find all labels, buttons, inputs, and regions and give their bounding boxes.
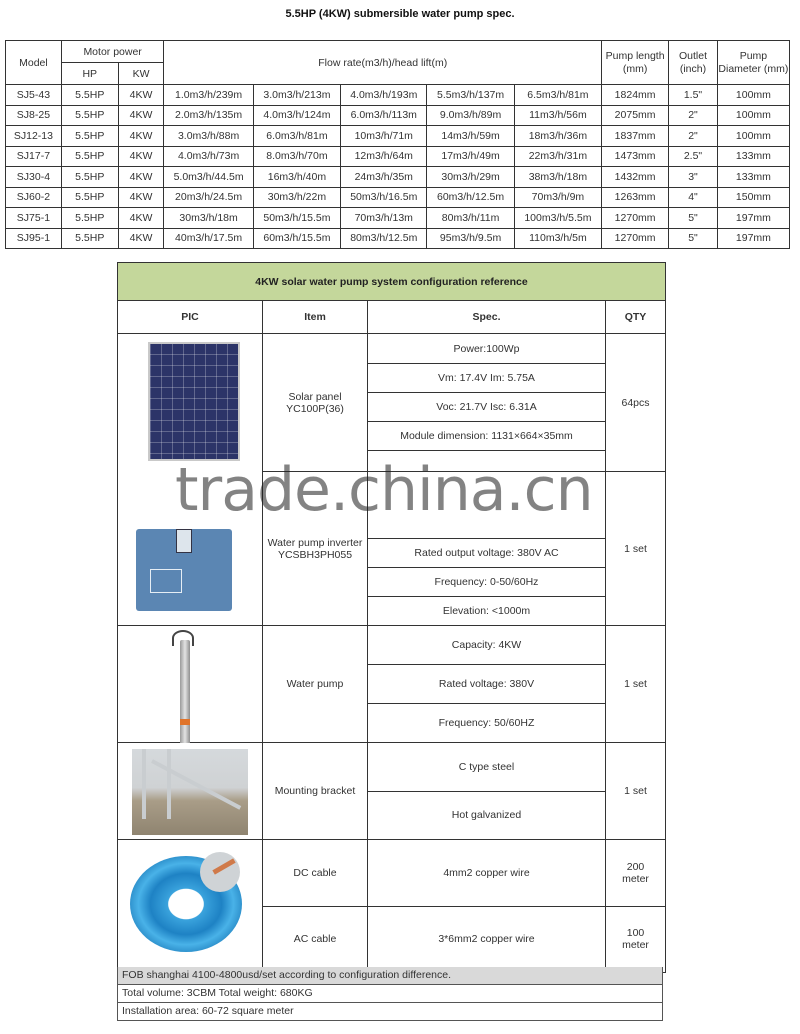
table-row: [6, 146, 790, 167]
cell-length: 1824mm: [602, 85, 669, 106]
cell-f5: 6.5m3/h/81m: [514, 85, 601, 106]
item-inverter: Water pump inverter YCSBH3PH055: [263, 472, 368, 626]
cell-hp: 5.5HP: [61, 208, 118, 229]
spec-cell: Frequency: 0-50/60Hz: [368, 568, 606, 597]
cell-length: 1270mm: [602, 208, 669, 229]
cell-f4: 80m3/h/11m: [427, 208, 514, 229]
cell-kw: 4KW: [118, 105, 164, 126]
cell-f1: 2.0m3/h/135m: [164, 105, 253, 126]
table-row: [6, 167, 790, 188]
qty-ac-cable: 100 meter: [606, 906, 666, 973]
cell-diameter: 197mm: [717, 228, 789, 249]
cell-hp: 5.5HP: [61, 228, 118, 249]
cell-f1: 20m3/h/24.5m: [164, 187, 253, 208]
cell-outlet: 2": [669, 126, 718, 147]
header-pump-length: Pump length (mm): [602, 41, 669, 85]
config-table: [117, 262, 666, 973]
table-row: [6, 208, 790, 229]
spec-cell: Vm: 17.4V Im: 5.75A: [368, 364, 606, 393]
cell-length: 1263mm: [602, 187, 669, 208]
cell-f3: 6.0m3/h/113m: [341, 105, 427, 126]
header-model: Model: [6, 41, 62, 85]
cell-f2: 16m3/h/40m: [253, 167, 340, 188]
cell-model: SJ8-25: [6, 105, 62, 126]
footer-price: FOB shanghai 4100-4800usd/set according to configuration difference.: [117, 967, 663, 985]
cell-f5: 70m3/h/9m: [514, 187, 601, 208]
header-flow-rate: Flow rate(m3/h)/head lift(m): [164, 41, 602, 85]
cell-model: SJ75-1: [6, 208, 62, 229]
cell-model: SJ30-4: [6, 167, 62, 188]
cell-f1: 1.0m3/h/239m: [164, 85, 253, 106]
cell-f4: 17m3/h/49m: [427, 146, 514, 167]
inverter-image-icon: [136, 529, 232, 611]
cell-model: SJ5-43: [6, 85, 62, 106]
cell-f1: 4.0m3/h/73m: [164, 146, 253, 167]
pump-picture: [118, 626, 263, 743]
config-table-title: 4KW solar water pump system configuration reference: [118, 263, 666, 301]
mounting-bracket-image-icon: [132, 749, 248, 835]
cell-outlet: 1.5": [669, 85, 718, 106]
cell-kw: 4KW: [118, 228, 164, 249]
spec-cell: Elevation: <1000m: [368, 597, 606, 626]
cell-f4: 9.0m3/h/89m: [427, 105, 514, 126]
cell-f3: 50m3/h/16.5m: [341, 187, 427, 208]
spec-cell: Hot galvanized: [368, 791, 606, 840]
header-outlet: Outlet (inch): [669, 41, 718, 85]
submersible-pump-image-icon: [180, 640, 190, 745]
spec-cell: Rated output voltage: 380V AC: [368, 539, 606, 568]
cell-f4: 30m3/h/29m: [427, 167, 514, 188]
item-water-pump: Water pump: [263, 626, 368, 743]
cell-hp: 5.5HP: [61, 105, 118, 126]
cell-f4: 14m3/h/59m: [427, 126, 514, 147]
cell-length: 2075mm: [602, 105, 669, 126]
spec-cell: C type steel: [368, 743, 606, 792]
cable-coil-image-icon: [130, 856, 242, 952]
header-spec: Spec.: [368, 301, 606, 334]
header-qty: QTY: [606, 301, 666, 334]
cell-kw: 4KW: [118, 146, 164, 167]
qty-inverter: 1 set: [606, 472, 666, 626]
cell-f1: 30m3/h/18m: [164, 208, 253, 229]
cell-kw: 4KW: [118, 208, 164, 229]
cell-f5: 11m3/h/56m: [514, 105, 601, 126]
spec-cell: 4mm2 copper wire: [368, 840, 606, 907]
cell-f4: 95m3/h/9.5m: [427, 228, 514, 249]
cell-f3: 80m3/h/12.5m: [341, 228, 427, 249]
cell-hp: 5.5HP: [61, 126, 118, 147]
pump-spec-table: [5, 40, 790, 249]
table-row: [6, 85, 790, 106]
cell-diameter: 197mm: [717, 208, 789, 229]
header-kw: KW: [118, 63, 164, 85]
header-pump-diameter: Pump Diameter (mm): [717, 41, 789, 85]
cell-f2: 3.0m3/h/213m: [253, 85, 340, 106]
spec-cell: Voc: 21.7V Isc: 6.31A: [368, 393, 606, 422]
cell-outlet: 5": [669, 208, 718, 229]
footer-installation-area: Installation area: 60-72 square meter: [117, 1003, 663, 1021]
table-row: [6, 105, 790, 126]
cell-hp: 5.5HP: [61, 146, 118, 167]
spec-cell: [368, 472, 606, 539]
spec-cell: Power:100Wp: [368, 334, 606, 364]
cell-diameter: 150mm: [717, 187, 789, 208]
cell-f3: 70m3/h/13m: [341, 208, 427, 229]
cell-f3: 10m3/h/71m: [341, 126, 427, 147]
cell-f5: 100m3/h/5.5m: [514, 208, 601, 229]
cell-f5: 110m3/h/5m: [514, 228, 601, 249]
spec-cell: Rated voltage: 380V: [368, 665, 606, 704]
qty-dc-cable: 200 meter: [606, 840, 666, 907]
header-motor-power: Motor power: [61, 41, 164, 63]
cell-diameter: 133mm: [717, 167, 789, 188]
cell-hp: 5.5HP: [61, 167, 118, 188]
cell-length: 1270mm: [602, 228, 669, 249]
cell-outlet: 2": [669, 105, 718, 126]
cell-length: 1837mm: [602, 126, 669, 147]
cell-f2: 6.0m3/h/81m: [253, 126, 340, 147]
cell-f3: 4.0m3/h/193m: [341, 85, 427, 106]
footer-volume-weight: Total volume: 3CBM Total weight: 680KG: [117, 985, 663, 1003]
spec-cell: Frequency: 50/60HZ: [368, 704, 606, 743]
cell-f1: 5.0m3/h/44.5m: [164, 167, 253, 188]
solar-inverter-picture: [118, 334, 263, 626]
table-row: [6, 187, 790, 208]
cell-f2: 50m3/h/15.5m: [253, 208, 340, 229]
cell-model: SJ12-13: [6, 126, 62, 147]
solar-panel-image-icon: [148, 342, 240, 461]
spec-cell: Capacity: 4KW: [368, 626, 606, 665]
cell-diameter: 100mm: [717, 105, 789, 126]
cell-f2: 60m3/h/15.5m: [253, 228, 340, 249]
cell-kw: 4KW: [118, 126, 164, 147]
cell-f4: 60m3/h/12.5m: [427, 187, 514, 208]
cell-f5: 18m3/h/36m: [514, 126, 601, 147]
cell-outlet: 3": [669, 167, 718, 188]
bracket-picture: [118, 743, 263, 840]
item-mounting-bracket: Mounting bracket: [263, 743, 368, 840]
qty-water-pump: 1 set: [606, 626, 666, 743]
cell-model: SJ17-7: [6, 146, 62, 167]
watermark-text: trade.china.cn: [175, 455, 593, 525]
spec-cell: [368, 451, 606, 472]
cell-kw: 4KW: [118, 85, 164, 106]
cell-diameter: 133mm: [717, 146, 789, 167]
cell-outlet: 2.5": [669, 146, 718, 167]
cell-f3: 24m3/h/35m: [341, 167, 427, 188]
cell-hp: 5.5HP: [61, 85, 118, 106]
spec-cell: Module dimension: 1131×664×35mm: [368, 422, 606, 451]
cell-f3: 12m3/h/64m: [341, 146, 427, 167]
header-item: Item: [263, 301, 368, 334]
item-ac-cable: AC cable: [263, 906, 368, 973]
cell-f2: 8.0m3/h/70m: [253, 146, 340, 167]
cell-hp: 5.5HP: [61, 187, 118, 208]
qty-mounting-bracket: 1 set: [606, 743, 666, 840]
table-row: [6, 126, 790, 147]
cell-f5: 22m3/h/31m: [514, 146, 601, 167]
cell-model: SJ60-2: [6, 187, 62, 208]
cell-model: SJ95-1: [6, 228, 62, 249]
spec-cell: 3*6mm2 copper wire: [368, 906, 606, 973]
item-dc-cable: DC cable: [263, 840, 368, 907]
cell-diameter: 100mm: [717, 85, 789, 106]
item-solar-panel: Solar panel YC100P(36): [263, 334, 368, 472]
cell-outlet: 4": [669, 187, 718, 208]
cell-f2: 4.0m3/h/124m: [253, 105, 340, 126]
cell-f5: 38m3/h/18m: [514, 167, 601, 188]
spec-table-title: 5.5HP (4KW) submersible water pump spec.: [285, 8, 515, 20]
cell-kw: 4KW: [118, 167, 164, 188]
header-pic: PIC: [118, 301, 263, 334]
cell-f2: 30m3/h/22m: [253, 187, 340, 208]
cell-kw: 4KW: [118, 187, 164, 208]
cell-f1: 40m3/h/17.5m: [164, 228, 253, 249]
cell-diameter: 100mm: [717, 126, 789, 147]
cell-length: 1432mm: [602, 167, 669, 188]
cell-f1: 3.0m3/h/88m: [164, 126, 253, 147]
cell-outlet: 5": [669, 228, 718, 249]
table-row: [6, 228, 790, 249]
qty-solar-panel: 64pcs: [606, 334, 666, 472]
cell-f4: 5.5m3/h/137m: [427, 85, 514, 106]
header-hp: HP: [61, 63, 118, 85]
cable-picture: [118, 840, 263, 973]
cell-length: 1473mm: [602, 146, 669, 167]
